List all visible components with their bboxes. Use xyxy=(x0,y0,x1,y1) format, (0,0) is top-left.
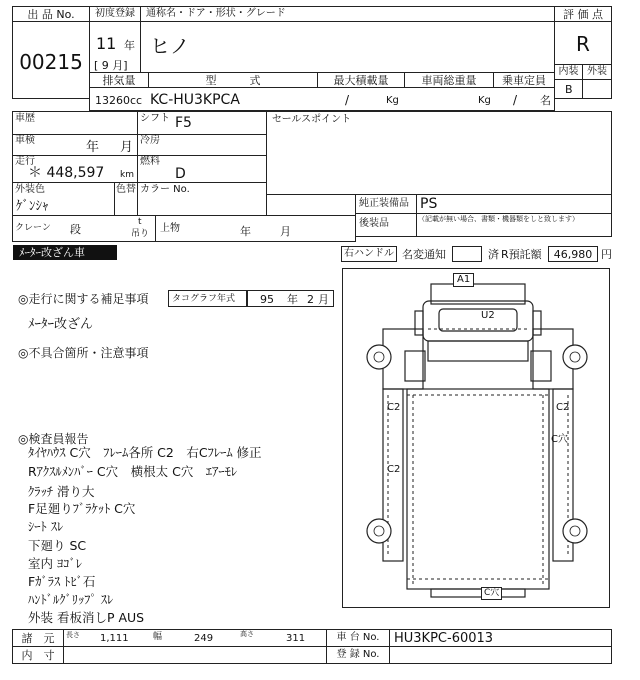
upper-label: 上物 xyxy=(160,223,180,234)
width: 249 xyxy=(194,633,214,644)
crane-ton: t xyxy=(138,217,142,227)
color-change-label: 色替 xyxy=(116,184,136,195)
gross-weight-unit: Kg xyxy=(478,95,491,106)
report-line: 外装 看板消しP AUS xyxy=(28,610,145,625)
report-line: F足廻りﾌﾞﾗｹｯﾄ C穴 xyxy=(28,501,136,516)
supplement-text: ﾒｰﾀｰ改ざん xyxy=(28,317,94,332)
upper-month: 月 xyxy=(280,225,291,238)
inspection-label: 車検 xyxy=(15,135,35,146)
mark-a1: A1 xyxy=(453,273,474,287)
mileage-label: 走行 xyxy=(15,156,35,167)
history-label: 車歴 xyxy=(15,113,35,124)
tachograph-month: 2 xyxy=(307,293,314,306)
color-number-label: カラー No. xyxy=(140,184,190,195)
genuine-label: 純正装備品 xyxy=(359,198,409,209)
tachograph-year: 95 xyxy=(260,293,274,306)
interior-score: B xyxy=(565,83,573,96)
capacity-unit: 名 xyxy=(540,94,551,107)
gross-weight-label: 車両総重量 xyxy=(421,74,477,87)
lot-no-label: 出 品 No. xyxy=(27,8,75,21)
mileage: ＊ 448,597 xyxy=(28,165,105,181)
exterior-label: 外装 xyxy=(587,66,607,77)
width-label: 幅 xyxy=(153,632,163,642)
max-load-unit: Kg xyxy=(386,95,399,106)
tachograph-month-unit: 月 xyxy=(318,293,329,306)
crane-lift: 吊り xyxy=(131,229,150,239)
report-line: ﾀｲﾔﾊｳｽ C穴 ﾌﾚｰﾑ各所 C2 右Cﾌﾚｰﾑ 修正 xyxy=(28,445,262,460)
name-cell xyxy=(140,21,555,73)
model-label: 型 式 xyxy=(205,74,261,87)
max-load-label: 最大積載量 xyxy=(333,74,389,87)
truck-outline xyxy=(343,269,611,609)
mark-c2-left: C2 xyxy=(387,402,401,413)
length: 1,111 xyxy=(100,633,129,644)
lot-no: 00215 xyxy=(19,50,83,74)
tax-prefix: 済 xyxy=(488,248,499,261)
interior-dims-value-cell xyxy=(63,646,327,664)
supplement-title: ◎走行に関する補足事項 xyxy=(18,292,149,306)
genuine: PS xyxy=(420,196,438,212)
dims-label: 諸 元 xyxy=(21,632,55,645)
fuel-label: 燃料 xyxy=(140,156,160,167)
tax-amount: 46,980 xyxy=(553,248,593,261)
fuel: D xyxy=(175,166,186,182)
report-line: 室内 ﾖｺﾞﾚ xyxy=(28,556,82,571)
chassis: HU3KPC-60013 xyxy=(394,631,494,646)
right-handle: 右ハンドル xyxy=(344,248,394,259)
meter-tamper-tag: ﾒｰﾀｰ改ざん車 xyxy=(13,245,117,260)
reg-label: 登 録 No. xyxy=(336,649,380,660)
shift-label: シフト xyxy=(140,113,170,124)
inspection-year: 年 xyxy=(86,140,100,155)
name-label: 通称名・ドア・形状・グレード xyxy=(146,8,286,19)
mark-c-hole-right: C穴 xyxy=(551,434,568,445)
shift: F5 xyxy=(175,115,192,131)
first-reg-month: [ 9 月] xyxy=(94,59,128,72)
tachograph-label: タコグラフ年式 xyxy=(172,294,236,304)
car-name: ヒノ xyxy=(150,34,190,58)
report-line: ｼｰﾄ ｽﾚ xyxy=(28,519,64,534)
height: 311 xyxy=(286,633,306,644)
displacement-unit: cc xyxy=(130,94,143,107)
capacity: / xyxy=(513,93,518,107)
tachograph-year-unit: 年 xyxy=(287,293,298,306)
defect-title: ◎不具合箇所・注意事項 xyxy=(18,346,149,360)
tax-unit: 円 xyxy=(601,248,612,261)
length-label: 長さ xyxy=(66,631,80,639)
sales-point-label: セールスポイント xyxy=(272,114,352,125)
height-label: 高さ xyxy=(240,630,254,638)
mark-u2: U2 xyxy=(481,310,495,321)
report-line: ｸﾗｯﾁ 滑り大 xyxy=(28,484,95,499)
first-reg-label: 初度登録 xyxy=(95,8,135,19)
tachograph-divider xyxy=(246,290,248,307)
report-line: Fｶﾞﾗｽ ﾄﾋﾞ石 xyxy=(28,574,96,589)
inspector-title: ◎検査員報告 xyxy=(18,432,89,446)
genuine-cell xyxy=(416,194,612,214)
crane-label: クレーン xyxy=(15,223,51,233)
damage-diagram xyxy=(342,268,610,608)
score-label: 評 価 点 xyxy=(563,8,603,21)
score: R xyxy=(576,32,590,56)
mileage-unit: km xyxy=(120,170,134,180)
report-line: ﾊﾝﾄﾞﾙｸﾞﾘｯﾌﾟ ｽﾚ xyxy=(28,592,114,607)
reg-cell xyxy=(389,646,612,664)
capacity-label: 乗車定員 xyxy=(502,74,546,87)
tax-label: R預託額 xyxy=(501,248,542,261)
displacement: 13260 xyxy=(95,94,130,107)
mark-c2-bottom: C2 xyxy=(387,464,401,475)
aircon-label: 冷房 xyxy=(140,135,160,146)
retrofit-note: （記載が無い場合、書類・機器類をしと致します） xyxy=(418,215,579,223)
color-label: 外装色 xyxy=(15,184,45,195)
mark-c-hole-bottom: C穴 xyxy=(481,587,502,600)
report-line: Rｱｸｽﾙﾒﾝﾊﾞｰ C穴 横根太 C穴 ｴｱｰﾓﾚ xyxy=(28,464,238,479)
max-load: / xyxy=(345,93,350,107)
retrofit-label: 後装品 xyxy=(359,218,389,229)
displacement-label: 排気量 xyxy=(102,74,136,87)
first-reg-year-unit: 年 xyxy=(124,39,135,52)
interior-dims-label: 内 寸 xyxy=(21,649,55,662)
inspection-month: 月 xyxy=(120,140,134,155)
upper-year: 年 xyxy=(240,225,251,238)
upper-cell xyxy=(155,215,356,242)
model: KC-HU3KPCA xyxy=(150,92,240,108)
crane-stage: 段 xyxy=(70,223,81,236)
first-reg-year: 11 xyxy=(96,34,117,53)
report-line: 下廻り SC xyxy=(28,538,87,553)
chassis-label: 車 台 No. xyxy=(336,632,380,643)
name-change-label: 名変通知 xyxy=(402,248,446,261)
exterior-score-cell xyxy=(582,79,612,99)
interior-label: 内装 xyxy=(558,66,579,77)
name-change-box xyxy=(452,246,482,262)
color: ｹﾞﾝｼｬ xyxy=(16,199,49,214)
mark-c2-right: C2 xyxy=(556,402,570,413)
